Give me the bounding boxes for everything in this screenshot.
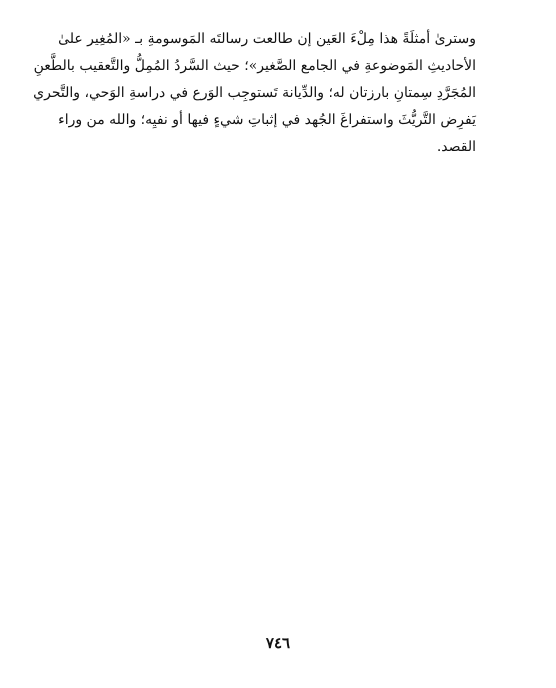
paragraph-line-1: وسترىٰ أمثلَةً هذا مِلْءَ العَين إن طالعت رسالتَه المَوسومةِ بـ «المُغِير علىٰ bbox=[58, 31, 476, 47]
body-paragraph bbox=[33, 26, 476, 161]
paragraph-line-4: يَفرِض التَّريُّثَ واستفراغَ الجُهد في إثباتِ شيءٍ فيها أو نفيِه؛ والله من وراء bbox=[58, 112, 476, 128]
paragraph-line-5: القصد. bbox=[436, 139, 476, 155]
page-number: ٧٤٦ bbox=[265, 634, 291, 652]
paragraph-line-2: الأحاديثِ المَوضوعةِ في الجامع الصَّغير»؛ حيث السَّردُ المُمِلُّ والتَّعقيب بالطَّعنِ bbox=[33, 58, 476, 74]
paragraph-line-3: المُجَرَّدِ سِمتانِ بارزتان له؛ والدِّيانة تَستوجِب الوَرع في دراسةِ الوَحي، والتَّحري bbox=[33, 85, 476, 101]
